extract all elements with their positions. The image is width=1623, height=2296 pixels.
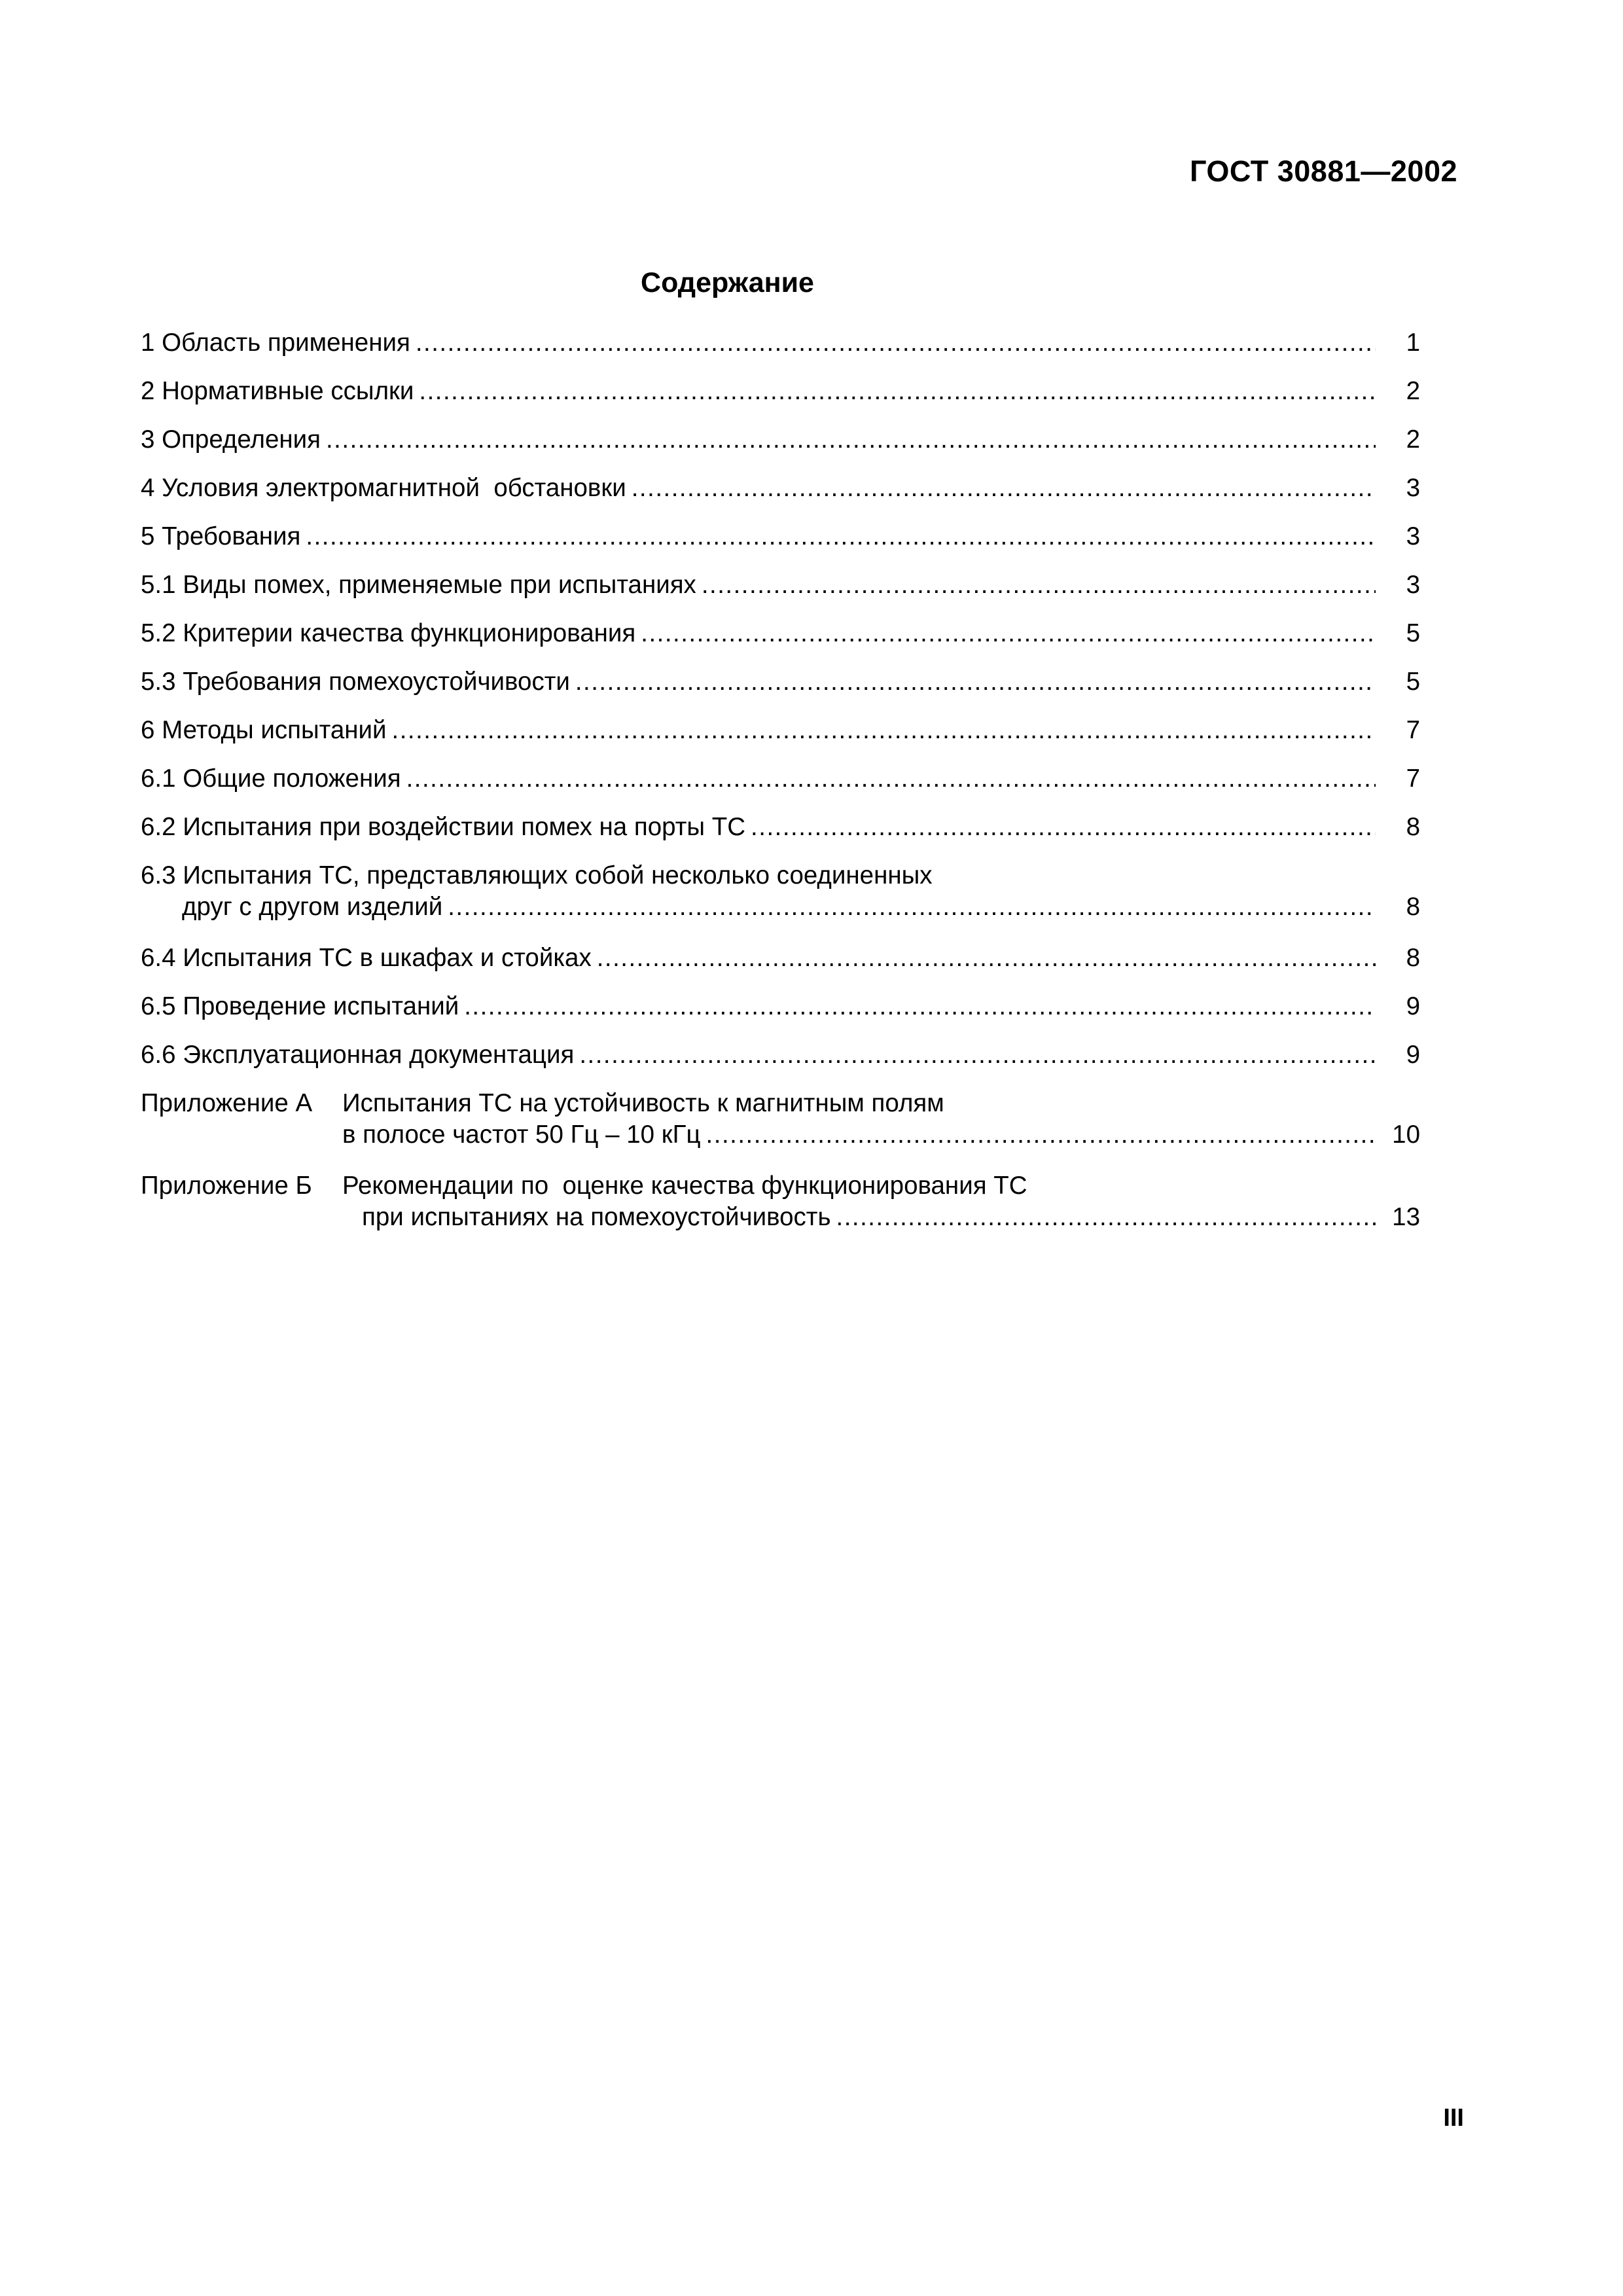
toc-entry [141, 521, 1420, 552]
dot-leader [464, 991, 1376, 1022]
toc-entry-page: 8 [1406, 944, 1420, 972]
toc-entry-page: 1 [1406, 329, 1420, 357]
appendix-label: Приложение А [141, 1089, 313, 1117]
dot-leader [579, 1039, 1376, 1071]
toc-entry [141, 618, 1420, 649]
toc-entry [141, 715, 1420, 746]
toc-entry-page: 7 [1406, 764, 1420, 793]
appendix-label: Приложение Б [141, 1172, 312, 1200]
toc-entry-text: 5.1 Виды помех, применяемые при испытаниях [141, 571, 696, 599]
dot-leader [448, 891, 1376, 923]
toc-entry-page: 5 [1406, 619, 1420, 647]
toc-entry-page: 3 [1406, 474, 1420, 502]
toc-entry-text: 6.5 Проведение испытаний [141, 992, 459, 1020]
dot-leader [597, 942, 1376, 974]
toc-entry-page: 2 [1406, 377, 1420, 405]
toc-entry-text: 2 Нормативные ссылки [141, 377, 414, 405]
dot-leader [632, 473, 1376, 504]
toc-entry-text: 3 Определения [141, 425, 321, 454]
toc-entry-text: 6.1 Общие положения [141, 764, 401, 793]
dot-leader [392, 715, 1376, 746]
toc-entry-text: 1 Область применения [141, 329, 410, 357]
toc-entry-text: 4 Условия электромагнитной обстановки [141, 474, 626, 502]
dot-leader [406, 763, 1376, 795]
toc-entry-text: 6.2 Испытания при воздействии помех на порты ТС [141, 813, 746, 841]
toc-entry-text: 5 Требования [141, 522, 301, 550]
toc-entry [141, 860, 1420, 923]
toc-entry-text: 6.4 Испытания ТС в шкафах и стойках [141, 944, 592, 972]
dot-leader [575, 666, 1376, 698]
dot-leader [326, 424, 1376, 456]
dot-leader [751, 812, 1376, 843]
appendix-title-line1: Испытания ТС на устойчивость к магнитным полям [342, 1089, 944, 1117]
appendix-title-line2: в полосе частот 50 Гц – 10 кГц [342, 1121, 701, 1149]
toc-entry [141, 569, 1420, 601]
dot-leader [641, 618, 1376, 649]
toc-entry [141, 327, 1420, 359]
toc-entry-line2: друг с другом изделий [182, 893, 443, 921]
toc-entry [141, 666, 1420, 698]
dot-leader [836, 1202, 1376, 1233]
toc-entry [141, 812, 1420, 843]
dot-leader [702, 569, 1376, 601]
toc-entry-page: 8 [1406, 893, 1420, 921]
appendix-page: 13 [1392, 1203, 1420, 1231]
toc-entry-text: 6 Методы испытаний [141, 716, 387, 744]
appendix-title-line2: при испытаниях на помехоустойчивость [362, 1203, 831, 1231]
toc-title: Содержание [641, 267, 814, 298]
toc-entry [141, 473, 1420, 504]
toc-entry [141, 991, 1420, 1022]
appendix-title-line1: Рекомендации по оценке качества функционирования ТС [342, 1172, 1027, 1200]
table-of-contents [141, 327, 1420, 1253]
toc-entry-page: 2 [1406, 425, 1420, 454]
page-number: III [1443, 2104, 1464, 2132]
toc-entry [141, 763, 1420, 795]
toc-entry-text: 6.6 Эксплуатационная документация [141, 1041, 575, 1069]
dot-leader [416, 327, 1376, 359]
appendix-page: 10 [1392, 1121, 1420, 1149]
toc-entry [141, 424, 1420, 456]
toc-entry-page: 9 [1406, 1041, 1420, 1069]
toc-entry-line1: 6.3 Испытания ТС, представляющих собой несколько соединенных [141, 861, 933, 889]
toc-entry [141, 942, 1420, 974]
toc-entry-page: 5 [1406, 668, 1420, 696]
toc-entry-page: 3 [1406, 522, 1420, 550]
document-code: ГОСТ 30881—2002 [1189, 154, 1457, 188]
dot-leader [306, 521, 1376, 552]
toc-entry-page: 3 [1406, 571, 1420, 599]
dot-leader [706, 1119, 1376, 1151]
toc-entry [141, 376, 1420, 407]
toc-entry-page: 7 [1406, 716, 1420, 744]
toc-entry-page: 8 [1406, 813, 1420, 841]
toc-entry-text: 5.2 Критерии качества функционирования [141, 619, 636, 647]
appendix-entry [141, 1170, 1420, 1233]
appendix-entry [141, 1088, 1420, 1151]
toc-entry-text: 5.3 Требования помехоустойчивости [141, 668, 570, 696]
toc-entry [141, 1039, 1420, 1071]
toc-entry-page: 9 [1406, 992, 1420, 1020]
dot-leader [419, 376, 1376, 407]
